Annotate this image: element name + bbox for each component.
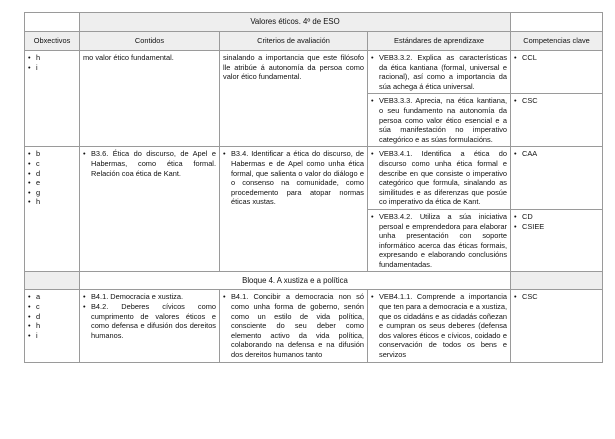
block-blank-left xyxy=(25,272,80,290)
objective-item: • a xyxy=(28,292,76,302)
standard-cell xyxy=(368,209,511,272)
header-competencies: Competencias clave xyxy=(511,32,603,51)
competency-cell xyxy=(511,94,603,147)
criterion-text: • B3.4. Identificar a ética do discurso, de Habermas e de Apel como unha ética formal, que salienta o valor do diálogo e o consenso na comunidade, como procedemento para atopar normas éticas xustas. xyxy=(223,149,364,207)
objective-item: • d xyxy=(28,169,76,179)
competency-item: • CSC xyxy=(514,292,599,302)
competency-item: • CD xyxy=(514,212,599,222)
block-title: Bloque 4. A xustiza e a política xyxy=(80,272,511,290)
criterion-text: sinalando a importancia que este filósofo lle atribúe á autonomía da persoa como valor ético fundamental. xyxy=(223,53,364,82)
competency-cell xyxy=(511,290,603,362)
objective-item: • h xyxy=(28,53,76,63)
objective-item: • i xyxy=(28,331,76,341)
objective-item: • d xyxy=(28,312,76,322)
standard-text: • VEB3.4.2. Utiliza a súa iniciativa persoal e emprendedora para elaborar unha presentación con soporte informático acerca das éticas formais, expresando e elaborando conclusións fundamentadas. xyxy=(371,212,507,270)
objective-item: • b xyxy=(28,149,76,159)
criterion-text: • B4.1. Concibir a democracia non só como unha forma de goberno, senón como un estilo de vida política, consciente do seu deber como elemento activo da vida política, colaborando na defensa e na difusión dos dereitos humanos tanto xyxy=(223,292,364,359)
block-blank-right xyxy=(511,272,603,290)
criterion-cell xyxy=(220,51,368,147)
header-row xyxy=(25,32,603,51)
content-cell xyxy=(80,290,220,362)
title-blank-left xyxy=(25,13,80,32)
table-title-row xyxy=(25,13,603,32)
standard-text: • VEB3.4.1. Identifica a ética do discurso como unha ética formal e describe en que consiste o imperativo categórico que formula, sinalando as similitudes e as diferenzas que posúe co imperativo da ética de Kant. xyxy=(371,149,507,207)
objective-item: • c xyxy=(28,159,76,169)
standard-cell xyxy=(368,290,511,362)
header-standards: Estándares de aprendizaxe xyxy=(368,32,511,51)
objectives-cell xyxy=(25,290,80,362)
competency-cell xyxy=(511,209,603,272)
objectives-cell xyxy=(25,51,80,147)
curriculum-table xyxy=(24,12,603,363)
criterion-cell xyxy=(220,290,368,362)
title-blank-right xyxy=(511,13,603,32)
content-cell xyxy=(80,51,220,147)
standard-text: • VEB4.1.1. Comprende a importancia que ten para a democracia e a xustiza, que os cidadáns e as cidadás coñezan e cumpran os seus deberes (defensa dos valores éticos e cívicos, coidado e conservación de todos os bens e servizos xyxy=(371,292,507,359)
content-text: mo valor ético fundamental. xyxy=(83,53,174,62)
objective-item: • i xyxy=(28,63,76,73)
standard-text: • VEB3.3.3. Aprecia, na ética kantiana, o seu fundamento na autonomía da persoa como valor ético esencial e a súa manifestación no imperativo categórico e as súas formulacións. xyxy=(371,96,507,144)
competency-item: • CSC xyxy=(514,96,599,106)
header-objectives: Obxectivos xyxy=(25,32,80,51)
objective-item: • h xyxy=(28,321,76,331)
competency-item: • CCL xyxy=(514,53,599,63)
block-title-row xyxy=(25,272,603,290)
content-text: • B4.1. Democracia e xustiza. xyxy=(83,292,216,302)
table-row xyxy=(25,147,603,210)
competency-cell xyxy=(511,147,603,210)
content-text: • B4.2. Deberes cívicos como cumprimento de valores éticos e como defensa e difusión dos dereitos humanos. xyxy=(83,302,216,340)
standard-text: • VEB3.3.2. Explica as características da ética kantiana (formal, universal e racional), así como a importancia da súa achega á ética universal. xyxy=(371,53,507,91)
criterion-cell xyxy=(220,147,368,272)
content-text: • B3.6. Ética do discurso, de Apel e Habermas, como ética formal. Relación coa ética de Kant. xyxy=(83,149,216,178)
standard-cell xyxy=(368,147,511,210)
objective-item: • g xyxy=(28,188,76,198)
competency-item: • CSIEE xyxy=(514,222,599,232)
competency-item: • CAA xyxy=(514,149,599,159)
table-row xyxy=(25,51,603,94)
objective-item: • c xyxy=(28,302,76,312)
standard-cell xyxy=(368,94,511,147)
table-row xyxy=(25,290,603,362)
objectives-cell xyxy=(25,147,80,272)
objective-item: • e xyxy=(28,178,76,188)
competency-cell xyxy=(511,51,603,94)
objective-item: • h xyxy=(28,197,76,207)
header-criteria: Criterios de avaliación xyxy=(220,32,368,51)
table-title: Valores éticos. 4º de ESO xyxy=(80,13,511,32)
header-contents: Contidos xyxy=(80,32,220,51)
standard-cell xyxy=(368,51,511,94)
content-cell xyxy=(80,147,220,272)
